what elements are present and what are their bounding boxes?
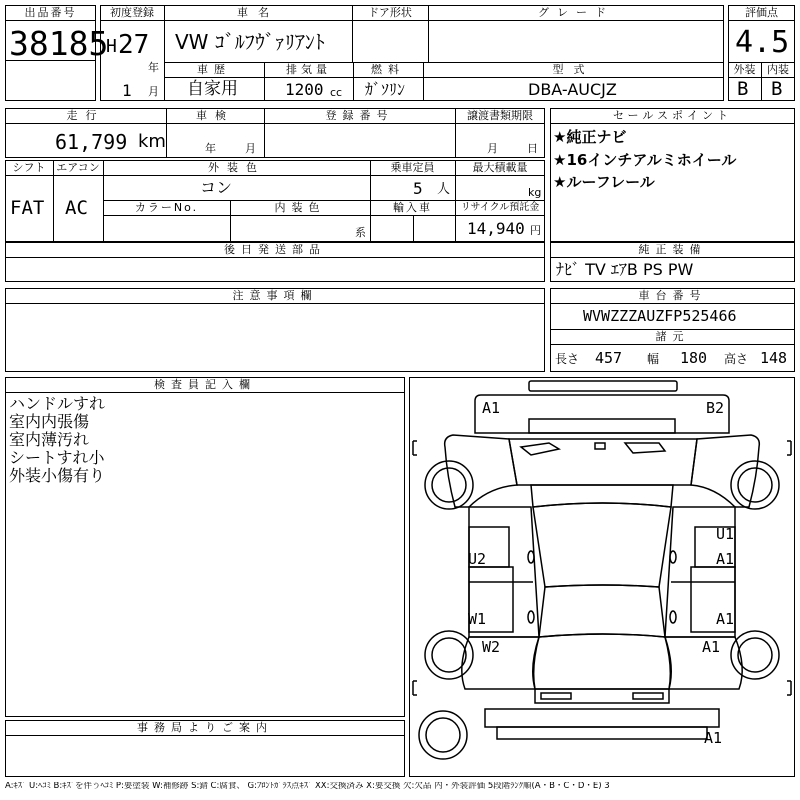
interior-grade: B — [771, 78, 783, 100]
inspection-month-unit: 月 — [245, 142, 256, 155]
mark-left-u2: U2 — [468, 550, 487, 568]
inspection-label: 車検 — [196, 109, 234, 122]
mark-left-w2: W2 — [482, 638, 501, 656]
capacity-value: 5 — [413, 179, 423, 198]
transfer-day-unit: 日 — [527, 142, 538, 155]
office-label: 事務局よりご案内 — [137, 721, 273, 734]
mark-right-a1-top: A1 — [716, 550, 735, 568]
color-no-label: カラーNo. — [134, 201, 199, 214]
reg-label: 登録番号 — [325, 109, 394, 122]
height-value: 148 — [760, 349, 788, 367]
mark-left-w1: W1 — [468, 610, 487, 628]
mileage-value: 61,799 — [55, 130, 128, 154]
interior-label: 内装 — [767, 63, 789, 76]
fuel-label: 燃料 — [371, 63, 405, 76]
recycle-value: 14,940 — [467, 219, 525, 238]
lot-number: 38185 — [9, 24, 109, 63]
car-diagram — [409, 377, 795, 777]
mark-right-a1-rear: A1 — [702, 638, 721, 656]
load-unit: kg — [528, 186, 542, 199]
score-label: 評価点 — [745, 6, 778, 19]
interior-color-label: 内装色 — [274, 201, 326, 214]
color-label: 外装色 — [208, 161, 265, 174]
grade-label: グレード — [538, 6, 614, 19]
inspector-line-4: シートすれ小 — [9, 448, 105, 467]
chassis-label: 車台番号 — [638, 289, 707, 302]
recycle-unit: 円 — [530, 224, 541, 237]
length-value: 457 — [595, 349, 623, 367]
inspector-line-3: 室内薄汚れ — [9, 430, 90, 449]
sales-point-3: ★ルーフレール — [553, 173, 655, 191]
shift-label: シフト — [12, 161, 46, 174]
inspector-line-5: 外装小傷有り — [9, 466, 106, 485]
sales-point-1: ★純正ナビ — [553, 128, 627, 146]
transfer-month-unit: 月 — [487, 142, 498, 155]
exterior-label: 外装 — [733, 63, 756, 76]
interior-color-suffix: 系 — [355, 226, 366, 239]
door-label: ドア形状 — [368, 6, 412, 19]
sales-label: セールスポイント — [612, 109, 732, 122]
color-value: コン — [200, 178, 233, 197]
lot-label: 出品番号 — [24, 6, 77, 19]
mark-front-right: B2 — [706, 399, 725, 417]
mileage-unit: km — [138, 131, 166, 152]
inspection-year-unit: 年 — [205, 142, 216, 155]
height-label: 高さ — [724, 352, 749, 366]
model-value: DBA-AUCJZ — [528, 80, 617, 99]
width-label: 幅 — [647, 352, 660, 366]
load-label: 最大積載量 — [472, 161, 528, 174]
legend: A:ｷｽﾞ U:ﾍｺﾐ B:ｷｽﾞを伴うﾍｺﾐ P:要塗装 W:補修跡 S:錆 C:腐食、 G:ﾌﾛﾝﾄｶﾞﾗｽ点ｷｽﾞ XX:交換済み X:要交換 欠:欠品 内・外装評価 5段階ﾗﾝｸ順(A・B・C・D・E) 3 — [5, 782, 610, 791]
mileage-label: 走行 — [66, 109, 105, 122]
import-label: 輸入車 — [393, 201, 432, 214]
car-name-label: 車名 — [237, 6, 279, 19]
month: 1 — [122, 81, 132, 100]
mark-rear: A1 — [704, 729, 723, 747]
year: 27 — [118, 30, 150, 60]
mark-front-left: A1 — [482, 399, 501, 417]
recycle-label: リサイクル預託金 — [460, 202, 540, 213]
inspector-label: 検査員記入欄 — [154, 378, 256, 391]
year-unit: 年 — [148, 61, 159, 74]
shift-value: FAT — [10, 197, 45, 219]
ac-value: AC — [65, 197, 88, 219]
dims-label: 諸元 — [655, 330, 690, 343]
displacement-value: 1200 — [285, 80, 324, 99]
capacity-unit: 人 — [437, 182, 451, 197]
genuine-equip-label: 純正装備 — [638, 243, 707, 256]
displacement-label: 排気量 — [286, 63, 331, 76]
fuel-value: ｶﾞｿﾘﾝ — [365, 80, 406, 99]
genuine-equip-value: ﾅﾋﾞ TV ｴｱB PS PW — [556, 260, 694, 279]
mark-right-u1: U1 — [716, 525, 735, 543]
later-parts-label: 後日発送部品 — [224, 243, 326, 256]
month-unit: 月 — [148, 85, 159, 98]
chassis-value: WVWZZZAUZFP525466 — [583, 307, 737, 325]
caution-label: 注意事項欄 — [232, 289, 318, 302]
mark-right-a1-mid: A1 — [716, 610, 735, 628]
transfer-label: 譲渡書類期限 — [467, 109, 533, 122]
sales-point-2: ★16インチアルミホイール — [553, 151, 737, 169]
history-value: 自家用 — [187, 79, 238, 99]
width-value: 180 — [680, 349, 708, 367]
capacity-label: 乗車定員 — [390, 161, 435, 174]
exterior-grade: B — [737, 78, 749, 100]
score-value: 4.5 — [735, 25, 790, 60]
car-name: VW ｺﾞﾙﾌｳﾞｧﾘｱﾝﾄ — [175, 30, 325, 54]
history-label: 車歴 — [197, 63, 231, 76]
first-reg-label: 初度登録 — [110, 6, 154, 19]
model-label: 型式 — [552, 63, 595, 76]
ac-label: エアコン — [56, 161, 100, 174]
length-label: 長さ — [555, 352, 580, 366]
era: H — [106, 36, 117, 57]
inspector-line-2: 室内内張傷 — [9, 412, 90, 431]
displacement-unit: cc — [330, 86, 343, 99]
inspector-line-1: ハンドルすれ — [9, 394, 106, 413]
